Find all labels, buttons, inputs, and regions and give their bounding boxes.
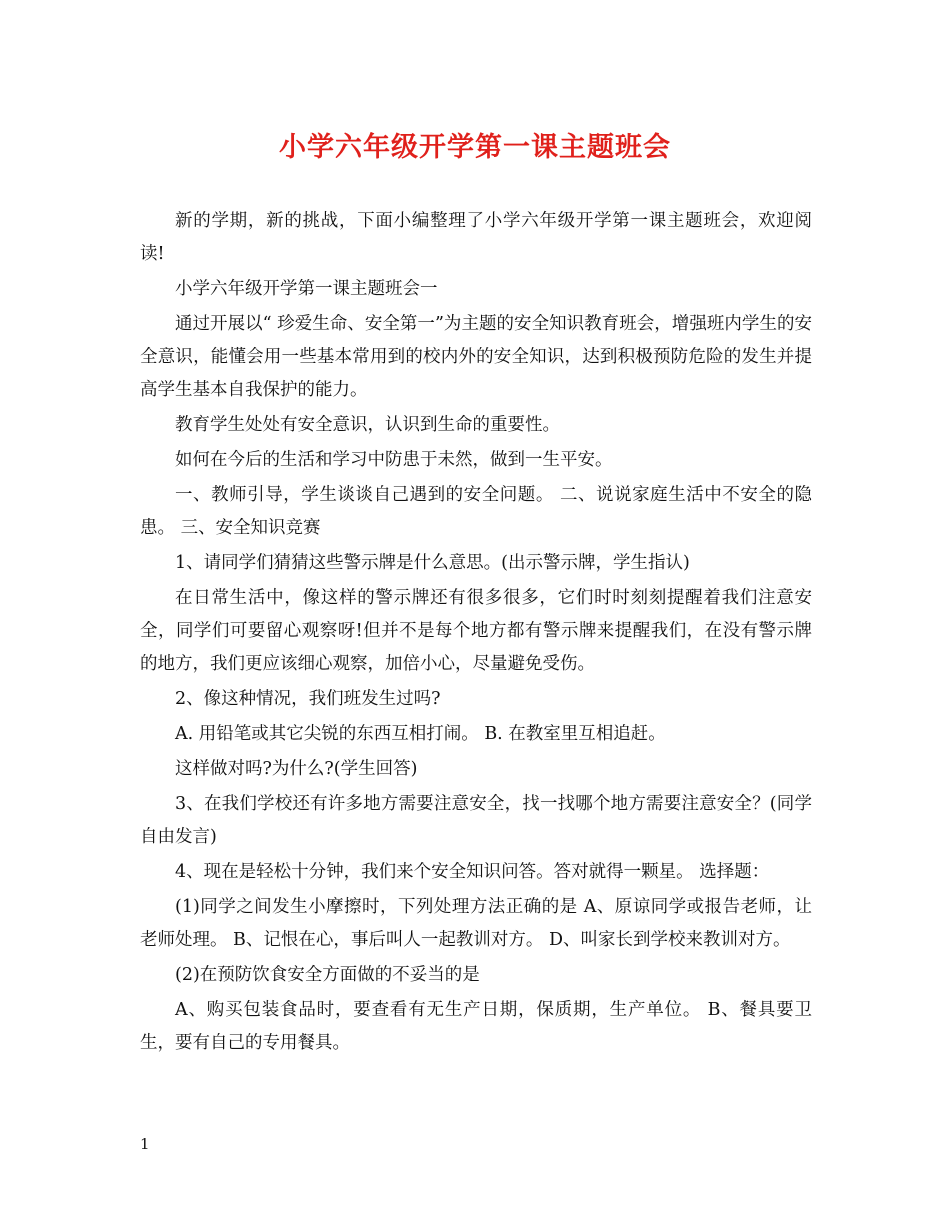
paragraph-choice-2: (2)在预防饮食安全方面做的不妥当的是 bbox=[175, 965, 480, 985]
paragraph-steps: 一、教师引导，学生谈谈自己遇到的安全问题。 二、说说家庭生活中不安全的隐患。 三、安全知识竞赛 bbox=[140, 485, 812, 538]
document-title: 小学六年级开学第一课主题班会 bbox=[279, 132, 671, 163]
paragraph-question-4: 4、现在是轻松十分钟，我们来个安全知识问答。答对就得一颗星。 选择题： bbox=[175, 862, 770, 882]
paragraph-prevention: 如何在今后的生活和学习中防患于未然，做到一生平安。 bbox=[175, 450, 613, 470]
paragraph-intro: 新的学期，新的挑战，下面小编整理了小学六年级开学第一课主题班会，欢迎阅读! bbox=[140, 211, 812, 264]
paragraph-goal: 通过开展以“ 珍爱生命、安全第一”为主题的安全知识教育班会，增强班内学生的安全意识，能懂会用一些基本常用到的校内外的安全知识，达到积极预防危险的发生并提高学生基本自我保护的能力。 bbox=[140, 314, 812, 400]
paragraph-section-heading: 小学六年级开学第一课主题班会一 bbox=[175, 279, 438, 299]
paragraph-question-3: 3、在我们学校还有许多地方需要注意安全，找一找哪个地方需要注意安全？(同学自由发言) bbox=[140, 794, 812, 847]
paragraph-discussion: 这样做对吗?为什么?(学生回答) bbox=[175, 759, 418, 779]
page-number: 1 bbox=[140, 1135, 150, 1153]
paragraph-education: 教育学生处处有安全意识，认识到生命的重要性。 bbox=[175, 415, 560, 435]
paragraph-choice-2-options: A、购买包装食品时，要查看有无生产日期，保质期，生产单位。 B、餐具要卫生，要有自己的专用餐具。 bbox=[140, 1000, 812, 1053]
paragraph-warning-signs: 在日常生活中，像这样的警示牌还有很多很多，它们时时刻刻提醒着我们注意安全，同学们可要留心观察呀!但并不是每个地方都有警示牌来提醒我们，在没有警示牌的地方，我们更应该细心观察，加倍小心，尽量避免受伤。 bbox=[140, 588, 812, 674]
paragraph-choice-1: (1)同学之间发生小摩擦时，下列处理方法正确的是 A、原谅同学或报告老师，让老师处理。 B、记恨在心，事后叫人一起教训对方。 D、叫家长到学校来教训对方。 bbox=[140, 897, 812, 950]
paragraph-question-2: 2、像这种情况，我们班发生过吗? bbox=[175, 689, 441, 709]
paragraph-question-1: 1、请同学们猜猜这些警示牌是什么意思。(出示警示牌，学生指认) bbox=[175, 553, 690, 573]
document-body bbox=[140, 205, 812, 1062]
paragraph-options-ab: A. 用铅笔或其它尖锐的东西互相打闹。 B. 在教室里互相追赶。 bbox=[175, 724, 666, 744]
